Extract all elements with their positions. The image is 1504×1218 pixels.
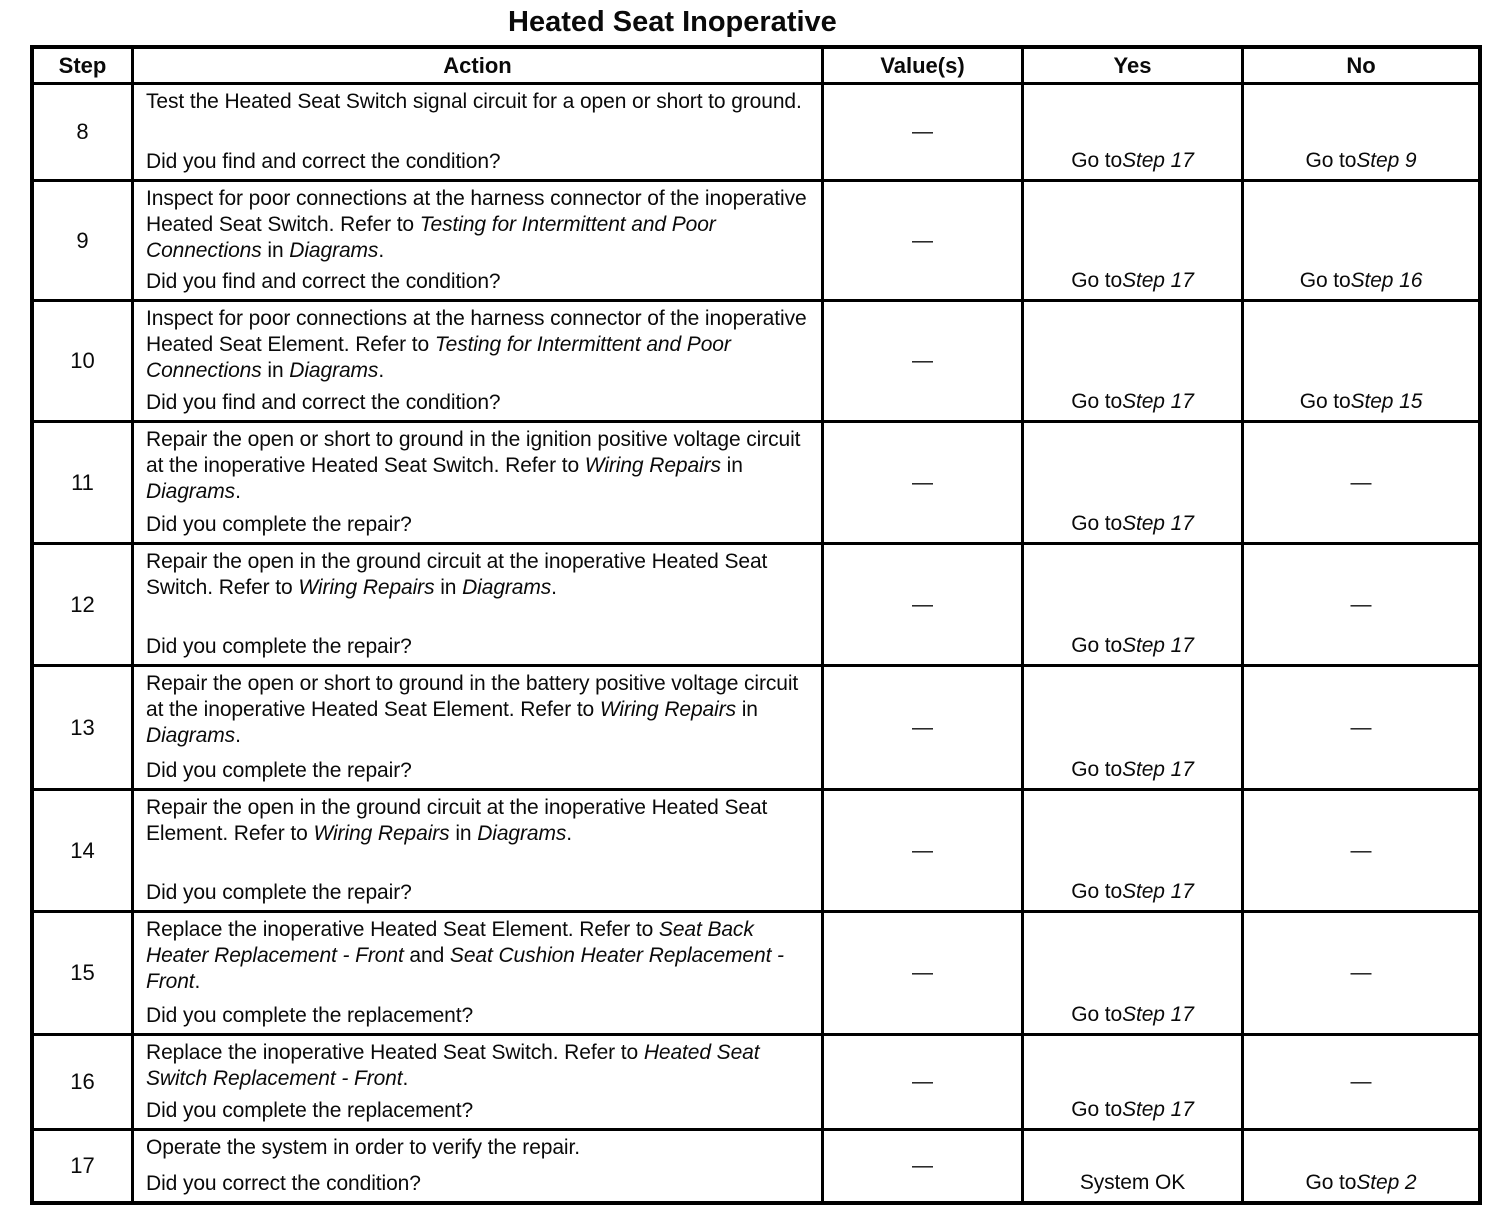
value-dash: — xyxy=(912,470,933,494)
text-segment: Step 17 xyxy=(1122,880,1194,903)
yes-cell xyxy=(1024,85,1244,179)
no-cell xyxy=(1244,1036,1478,1128)
action-question: Did you complete the repair? xyxy=(146,513,412,536)
header-yes: Yes xyxy=(1024,49,1244,82)
text-segment: Inspect for poor connections at the harness connector of the inoperative Heated Seat Element. Refer to xyxy=(146,307,807,356)
action-question: Did you complete the repair? xyxy=(146,759,412,782)
action-cell xyxy=(134,302,824,420)
action-cell xyxy=(134,1131,824,1201)
no-cell xyxy=(1244,667,1478,788)
text-segment: Step 16 xyxy=(1350,269,1423,292)
text-segment: Heated Seat Switch Replacement - Front xyxy=(146,1041,760,1090)
action-cell xyxy=(134,182,824,299)
text-segment: — xyxy=(1350,961,1372,984)
text-segment: Step 17 xyxy=(1122,512,1194,535)
yes-cell xyxy=(1024,1131,1244,1201)
action-cell xyxy=(134,791,824,910)
text-segment: Go to xyxy=(1071,269,1123,292)
value-dash: — xyxy=(912,228,933,252)
text-segment: . xyxy=(194,970,201,993)
table-row xyxy=(34,667,1478,791)
action-text xyxy=(146,549,807,601)
text-segment: Step 17 xyxy=(1122,269,1194,292)
step-cell: 10 xyxy=(34,302,134,420)
text-segment: Step 17 xyxy=(1122,758,1194,781)
step-cell: 12 xyxy=(34,545,134,664)
action-text xyxy=(146,1040,807,1092)
action-question: Did you find and correct the condition? xyxy=(146,270,501,293)
action-cell xyxy=(134,423,824,542)
table-row xyxy=(34,913,1478,1036)
text-segment: Repair the open or short to ground in the ignition positive voltage circuit at the inoperative Heated Seat Switch. Refer to xyxy=(146,428,801,477)
step-cell: 11 xyxy=(34,423,134,542)
text-segment: Step 17 xyxy=(1122,149,1194,172)
text-segment: — xyxy=(1350,715,1372,739)
action-cell xyxy=(134,545,824,664)
yes-cell xyxy=(1024,913,1244,1033)
no-cell xyxy=(1244,545,1478,664)
action-question: Did you correct the condition? xyxy=(146,1172,421,1195)
page-title: Heated Seat Inoperative xyxy=(508,6,837,38)
text-segment: Test the Heated Seat Switch signal circuit for a open or short to ground. xyxy=(146,90,802,113)
value-cell xyxy=(824,423,1024,542)
text-segment: Repair the open or short to ground in the battery positive voltage circuit at the inoperative Heated Seat Element. Refer to xyxy=(146,672,799,721)
value-dash: — xyxy=(912,838,933,862)
text-segment: — xyxy=(1350,1070,1372,1093)
value-cell xyxy=(824,791,1024,910)
text-segment: Step 9 xyxy=(1356,149,1417,172)
action-text xyxy=(146,186,807,264)
action-cell xyxy=(134,1036,824,1128)
action-question: Did you complete the repair? xyxy=(146,881,412,904)
text-segment: Go to xyxy=(1299,390,1351,413)
text-segment: Diagrams xyxy=(462,576,552,599)
text-segment: Diagrams xyxy=(146,480,236,503)
value-dash: — xyxy=(912,349,933,372)
text-segment: Diagrams xyxy=(477,822,567,845)
text-segment: Go to xyxy=(1071,390,1123,413)
step-cell: 8 xyxy=(34,85,134,179)
step-cell: 9 xyxy=(34,182,134,299)
text-segment: in xyxy=(449,822,478,845)
text-segment: . xyxy=(235,480,241,503)
table-header-row xyxy=(34,49,1478,85)
value-cell xyxy=(824,85,1024,179)
action-cell xyxy=(134,85,824,179)
action-cell xyxy=(134,667,824,788)
value-cell xyxy=(824,302,1024,420)
action-text xyxy=(146,671,807,749)
text-segment: Go to xyxy=(1071,758,1123,781)
step-cell: 13 xyxy=(34,667,134,788)
table-row xyxy=(34,423,1478,545)
text-segment: — xyxy=(1350,470,1372,494)
text-segment: Go to xyxy=(1071,880,1123,903)
text-segment: Repair the open in the ground circuit at the inoperative Heated Seat Element. Refer to xyxy=(146,796,768,845)
table-row xyxy=(34,791,1478,913)
text-segment: Replace the inoperative Heated Seat Switch. Refer to xyxy=(146,1041,644,1064)
yes-cell xyxy=(1024,545,1244,664)
text-segment: . xyxy=(378,239,385,262)
table-row xyxy=(34,85,1478,182)
text-segment: . xyxy=(566,822,573,845)
text-segment: in xyxy=(736,698,758,721)
table-row xyxy=(34,545,1478,667)
step-cell: 15 xyxy=(34,913,134,1033)
action-text xyxy=(146,427,807,505)
yes-cell xyxy=(1024,1036,1244,1128)
no-cell xyxy=(1244,182,1478,299)
action-question: Did you find and correct the condition? xyxy=(146,391,501,414)
value-cell xyxy=(824,913,1024,1033)
text-segment: Wiring Repairs xyxy=(298,576,435,599)
text-segment: in xyxy=(261,239,290,262)
text-segment: Go to xyxy=(1305,1171,1357,1194)
text-segment: Repair the open in the ground circuit at the inoperative Heated Seat Switch. Refer to xyxy=(146,550,768,599)
text-segment: in xyxy=(434,576,463,599)
action-question: Did you complete the replacement? xyxy=(146,1099,474,1122)
text-segment: in xyxy=(720,454,743,477)
text-segment: Seat Cushion Heater Replacement - Front xyxy=(146,944,784,993)
text-segment: Step 15 xyxy=(1350,390,1423,413)
action-text xyxy=(146,306,807,384)
action-text xyxy=(146,917,807,995)
step-cell: 14 xyxy=(34,791,134,910)
value-cell xyxy=(824,182,1024,299)
value-cell xyxy=(824,667,1024,788)
table-body xyxy=(34,85,1478,1201)
header-step: Step xyxy=(34,49,134,82)
value-cell xyxy=(824,1131,1024,1201)
value-dash: — xyxy=(912,1070,933,1093)
text-segment: Go to xyxy=(1299,269,1351,292)
yes-cell xyxy=(1024,791,1244,910)
value-dash: — xyxy=(912,961,933,984)
diagnostic-table xyxy=(30,45,1482,1205)
text-segment: Testing for Intermittent and Poor Connections xyxy=(146,213,716,262)
text-segment: Seat Back Heater Replacement - Front xyxy=(146,918,754,967)
header-values: Value(s) xyxy=(824,49,1024,82)
text-segment: System OK xyxy=(1079,1171,1186,1194)
no-cell xyxy=(1244,1131,1478,1201)
table-row xyxy=(34,1131,1478,1201)
yes-cell xyxy=(1024,302,1244,420)
step-cell: 17 xyxy=(34,1131,134,1201)
text-segment: Inspect for poor connections at the harness connector of the inoperative Heated Seat Switch. Refer to xyxy=(146,187,807,236)
yes-cell xyxy=(1024,182,1244,299)
text-segment: Go to xyxy=(1071,634,1123,657)
text-segment: . xyxy=(551,576,557,599)
text-segment: Operate the system in order to verify the repair. xyxy=(146,1136,580,1159)
header-action: Action xyxy=(134,49,824,82)
text-segment: Wiring Repairs xyxy=(599,698,736,721)
text-segment: Diagrams xyxy=(146,724,236,747)
text-segment: Diagrams xyxy=(289,239,379,262)
text-segment: Step 17 xyxy=(1122,1003,1194,1026)
table-row xyxy=(34,302,1478,423)
text-segment: — xyxy=(1350,592,1372,616)
value-dash: — xyxy=(912,715,933,739)
action-text xyxy=(146,89,807,115)
text-segment: in xyxy=(261,359,290,382)
no-cell xyxy=(1244,85,1478,179)
text-segment: Go to xyxy=(1071,1003,1123,1026)
value-dash: — xyxy=(912,120,933,143)
no-cell xyxy=(1244,791,1478,910)
yes-cell xyxy=(1024,423,1244,542)
action-text xyxy=(146,795,807,847)
table-row xyxy=(34,1036,1478,1131)
text-segment: and xyxy=(403,944,450,967)
text-segment: Step 17 xyxy=(1122,1098,1194,1121)
text-segment: Go to xyxy=(1071,512,1123,535)
text-segment: — xyxy=(1350,838,1372,862)
no-cell xyxy=(1244,302,1478,420)
action-question: Did you find and correct the condition? xyxy=(146,150,501,173)
value-dash: — xyxy=(912,592,933,616)
text-segment: Go to xyxy=(1071,149,1123,172)
text-segment: Wiring Repairs xyxy=(584,454,721,477)
value-dash: — xyxy=(912,1154,933,1177)
value-cell xyxy=(824,1036,1024,1128)
text-segment: Diagrams xyxy=(289,359,379,382)
action-question: Did you complete the replacement? xyxy=(146,1004,474,1027)
text-segment: . xyxy=(402,1067,409,1090)
value-cell xyxy=(824,545,1024,664)
header-no: No xyxy=(1346,52,1376,78)
text-segment: Step 17 xyxy=(1122,390,1194,413)
text-segment: . xyxy=(378,359,385,382)
table-row xyxy=(34,182,1478,302)
text-segment: Replace the inoperative Heated Seat Element. Refer to xyxy=(146,918,659,941)
text-segment: Step 2 xyxy=(1356,1171,1417,1194)
step-cell: 16 xyxy=(34,1036,134,1128)
action-question: Did you complete the repair? xyxy=(146,635,412,658)
yes-cell xyxy=(1024,667,1244,788)
no-cell xyxy=(1244,913,1478,1033)
text-segment: Testing for Intermittent and Poor Connections xyxy=(146,333,731,382)
text-segment: . xyxy=(235,724,241,747)
text-segment: Go to xyxy=(1071,1098,1123,1121)
action-text xyxy=(146,1135,807,1161)
action-cell xyxy=(134,913,824,1033)
text-segment: Step 17 xyxy=(1122,634,1194,657)
no-cell xyxy=(1244,423,1478,542)
text-segment: Go to xyxy=(1305,149,1357,172)
text-segment: Wiring Repairs xyxy=(313,822,450,845)
